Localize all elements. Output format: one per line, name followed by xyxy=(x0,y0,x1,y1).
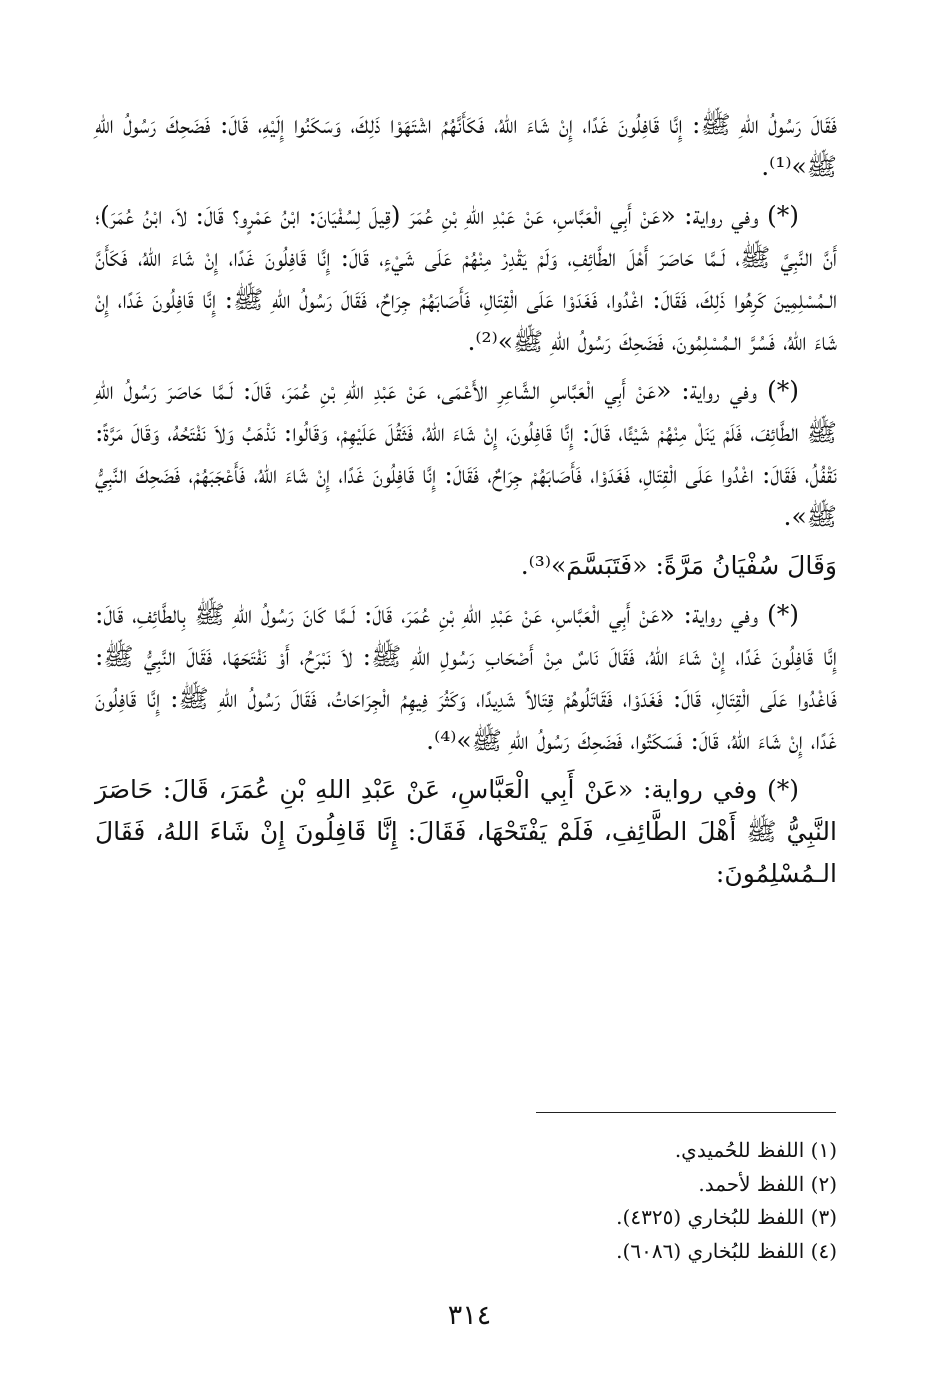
page-number: ٣١٤ xyxy=(447,1300,492,1331)
footnote-divider xyxy=(536,1112,836,1113)
paragraph-narration-3: (*) وفي رواية: «عَنْ أَبِي الْعَبَّاسِ الشَّاعِرِ الأَعْمَى، عَنْ عَبْدِ اللهِ بْنِ عُمَرَ، قَالَ: لَـمَّا حَاصَرَ رَسُولُ اللهِ ﷺ الطَّائِفَ، فَلَمْ يَنَلْ مِنْهُمْ شَيْئًا، قَالَ: إِنَّا قَافِلُونَ، إِنْ شَاءَ اللهُ، فَثَقُلَ عَلَيْهِمْ، وَقَالُوا: نَذْهَبُ وَلاَ نَفْتَحُهُ، وَقَالَ مَرَّةً: نَقْفُلُ، فَقَالَ: اغْدُوا عَلَى الْقِتَالِ، فَغَدَوْا، فَأَصَابَهُمْ جِرَاحٌ، فَقَالَ: إِنَّا قَافِلُونَ غَدًا، إِنْ شَاءَ اللهُ، فَأَعْجَبَهُمْ، فَضَحِكَ النَّبِيُّ ﷺ». xyxy=(95,376,837,531)
main-text-body xyxy=(95,104,837,902)
footnote-3: (٣) اللفظ للبُخاري (٤٣٢٥). xyxy=(616,1205,837,1229)
paragraph-continuation: فَقَالَ رَسُولُ اللهِ ﷺ: إِنَّا قَافِلُونَ غَدًا، إِنْ شَاءَ اللهُ، فَكَأَنَّهُمُ اشْتَهَوْا ذَلِكَ، وَسَكَنُوا إِلَيْهِ، قَالَ: فَضَحِكَ رَسُولُ اللهِ ﷺ»⁽¹⁾. xyxy=(95,110,837,181)
paragraph-narration-2: (*) وفي رواية: «عَنْ أَبِي الْعَبَّاسِ، عَنْ عَبْدِ اللهِ بْنِ عُمَرَ (قِيلَ لِسُفْيَانَ: ابْنُ عَمْرٍو؟ قَالَ: لاَ، ابْنُ عُمَرَ)؛ أَنَّ النَّبِيَّ ﷺ، لَـمَّا حَاصَرَ أَهْلَ الطَّائِفِ، وَلَمْ يَقْدِرْ مِنْهُمْ عَلَى شَيْءٍ، قَالَ: إِنَّا قَافِلُونَ غَدًا، إِنْ شَاءَ اللهُ، فَكَأَنَّ الـمُسْلِمِينَ كَرِهُوا ذَلِكَ، فَقَالَ: اغْدُوا، فَغَدَوْا عَلَى الْقِتَالِ، فَأَصَابَهُمْ جِرَاحٌ، فَقَالَ رَسُولُ اللهِ ﷺ: إِنَّا قَافِلُونَ غَدًا، إِنْ شَاءَ اللهُ، فَسُرَّ الـمُسْلِمُونَ، فَضَحِكَ رَسُولُ اللهِ ﷺ»⁽²⁾. xyxy=(95,201,837,356)
footnotes-list xyxy=(300,1134,837,1268)
paragraph-sufyan-note: وَقَالَ سُفْيَانُ مَرَّةً: «فَتَبَسَّمَ»⁽³⁾. xyxy=(520,551,837,580)
footnote-1: (١) اللفظ للحُميدي. xyxy=(674,1138,837,1162)
footnote-4: (٤) اللفظ للبُخاري (٦٠٨٦). xyxy=(616,1238,837,1263)
paragraph-narration-4: (*) وفي رواية: «عَنْ أَبِي الْعَبَّاسِ، عَنْ عَبْدِ اللهِ بْنِ عُمَرَ، قَالَ: لَـمَّا كَانَ رَسُولُ اللهِ ﷺ بِالطَّائِفِ، قَالَ: إِنَّا قَافِلُونَ غَدًا، إِنْ شَاءَ اللهُ، فَقَالَ نَاسٌ مِنْ أَصْحَابِ رَسُولِ اللهِ ﷺ: لاَ نَبْرَحُ، أَوْ نَفْتَحَهَا، فَقَالَ النَّبِيُّ ﷺ: فَاغْدُوا عَلَى الْقِتَالِ، قَالَ: فَغَدَوْا، فَقَاتَلُوهُمْ قِتَالاً شَدِيدًا، وَكَثُرَ فِيهِمُ الْجِرَاحَاتُ، فَقَالَ رَسُولُ اللهِ ﷺ: إِنَّا قَافِلُونَ غَدًا، إِنْ شَاءَ اللهُ، قَالَ: فَسَكَتُوا، فَضَحِكَ رَسُولُ اللهِ ﷺ»⁽⁴⁾. xyxy=(95,600,837,755)
footnote-2: (٢) اللفظ لأحمد. xyxy=(698,1171,837,1196)
paragraph-narration-5: (*) وفي رواية: «عَنْ أَبِي الْعَبَّاسِ، عَنْ عَبْدِ اللهِ بْنِ عُمَرَ، قَالَ: حَاصَرَ النَّبِيُّ ﷺ أَهْلَ الطَّائِفِ، فَلَمْ يَفْتَحْهَا، فَقَالَ: إِنَّا قَافِلُونَ إِنْ شَاءَ اللهُ، فَقَالَ الـمُسْلِمُونَ: xyxy=(95,775,837,888)
